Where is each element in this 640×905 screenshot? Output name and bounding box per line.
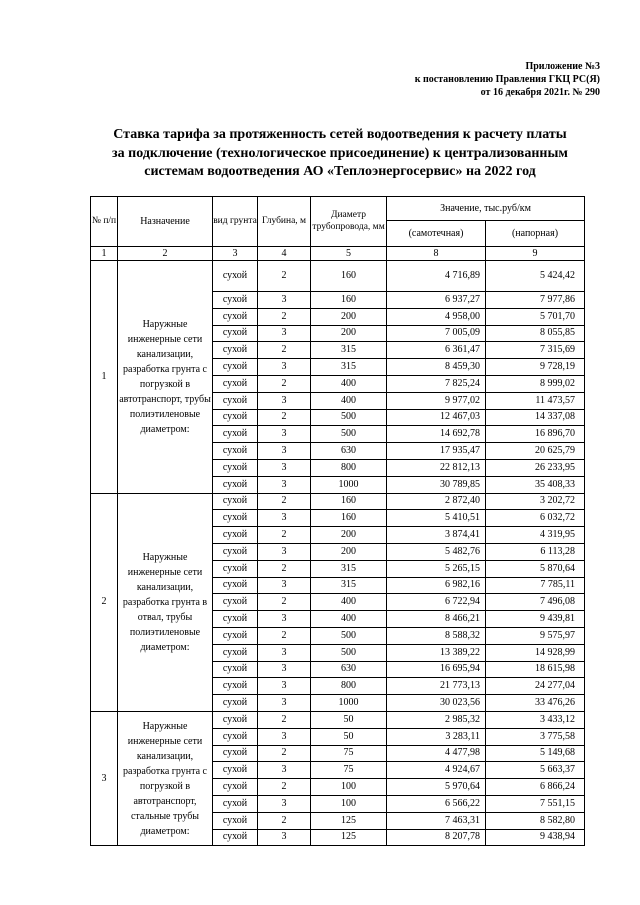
diameter-cell: 125 <box>311 829 387 846</box>
gravity-value-cell: 4 477,98 <box>387 745 486 762</box>
group-number: 2 <box>91 493 118 711</box>
depth-cell: 2 <box>258 627 311 644</box>
header-soil: вид грунта <box>213 197 258 247</box>
diameter-cell: 400 <box>311 611 387 628</box>
group-number: 1 <box>91 261 118 494</box>
diameter-cell: 315 <box>311 342 387 359</box>
diameter-cell: 400 <box>311 594 387 611</box>
col-number: 9 <box>486 247 585 261</box>
diameter-cell: 500 <box>311 409 387 426</box>
diameter-cell: 400 <box>311 392 387 409</box>
soil-cell: сухой <box>213 812 258 829</box>
appendix-header <box>415 60 600 99</box>
gravity-value-cell: 9 977,02 <box>387 392 486 409</box>
pressure-value-cell: 18 615,98 <box>486 661 585 678</box>
gravity-value-cell: 16 695,94 <box>387 661 486 678</box>
diameter-cell: 500 <box>311 627 387 644</box>
pressure-value-cell: 5 149,68 <box>486 745 585 762</box>
diameter-cell: 315 <box>311 359 387 376</box>
soil-cell: сухой <box>213 829 258 846</box>
soil-cell: сухой <box>213 375 258 392</box>
pressure-value-cell: 7 785,11 <box>486 577 585 594</box>
pressure-value-cell: 9 575,97 <box>486 627 585 644</box>
pressure-value-cell: 7 977,86 <box>486 292 585 309</box>
soil-cell: сухой <box>213 543 258 560</box>
diameter-cell: 160 <box>311 292 387 309</box>
depth-cell: 3 <box>258 443 311 460</box>
diameter-cell: 50 <box>311 711 387 728</box>
col-number: 1 <box>91 247 118 261</box>
gravity-value-cell: 8 588,32 <box>387 627 486 644</box>
soil-cell: сухой <box>213 493 258 510</box>
depth-cell: 3 <box>258 577 311 594</box>
soil-cell: сухой <box>213 627 258 644</box>
pressure-value-cell: 24 277,04 <box>486 678 585 695</box>
gravity-value-cell: 21 773,13 <box>387 678 486 695</box>
table-row <box>91 711 585 728</box>
soil-cell: сухой <box>213 594 258 611</box>
diameter-cell: 160 <box>311 261 387 292</box>
gravity-value-cell: 5 482,76 <box>387 543 486 560</box>
pressure-value-cell: 3 433,12 <box>486 711 585 728</box>
diameter-cell: 630 <box>311 661 387 678</box>
depth-cell: 2 <box>258 812 311 829</box>
depth-cell: 2 <box>258 493 311 510</box>
pressure-value-cell: 16 896,70 <box>486 426 585 443</box>
depth-cell: 2 <box>258 308 311 325</box>
depth-cell: 2 <box>258 527 311 544</box>
depth-cell: 2 <box>258 261 311 292</box>
pressure-value-cell: 33 476,26 <box>486 695 585 712</box>
soil-cell: сухой <box>213 611 258 628</box>
header-num: № п/п <box>91 197 118 247</box>
table-row <box>91 493 585 510</box>
depth-cell: 3 <box>258 359 311 376</box>
gravity-value-cell: 7 825,24 <box>387 375 486 392</box>
soil-cell: сухой <box>213 745 258 762</box>
gravity-value-cell: 8 207,78 <box>387 829 486 846</box>
depth-cell: 3 <box>258 644 311 661</box>
pressure-value-cell: 5 424,42 <box>486 261 585 292</box>
gravity-value-cell: 2 985,32 <box>387 711 486 728</box>
soil-cell: сухой <box>213 711 258 728</box>
depth-cell: 3 <box>258 678 311 695</box>
soil-cell: сухой <box>213 779 258 796</box>
soil-cell: сухой <box>213 325 258 342</box>
depth-cell: 3 <box>258 728 311 745</box>
diameter-cell: 500 <box>311 644 387 661</box>
title-line-3: системам водоотведения АО «Теплоэнергосервис» на 2022 год <box>144 164 536 179</box>
pressure-value-cell: 9 439,81 <box>486 611 585 628</box>
pressure-value-cell: 5 870,64 <box>486 560 585 577</box>
diameter-cell: 800 <box>311 459 387 476</box>
soil-cell: сухой <box>213 443 258 460</box>
gravity-value-cell: 2 872,40 <box>387 493 486 510</box>
group-description: Наружные инженерные сети канализации, разработка грунта с погрузкой в автотранспорт, трубы полиэтиленовые диаметром: <box>118 261 213 494</box>
soil-cell: сухой <box>213 476 258 493</box>
depth-cell: 3 <box>258 459 311 476</box>
depth-cell: 2 <box>258 342 311 359</box>
document-title <box>40 126 640 182</box>
diameter-cell: 100 <box>311 779 387 796</box>
col-number: 5 <box>311 247 387 261</box>
gravity-value-cell: 30 789,85 <box>387 476 486 493</box>
pressure-value-cell: 14 928,99 <box>486 644 585 661</box>
soil-cell: сухой <box>213 510 258 527</box>
pressure-value-cell: 35 408,33 <box>486 476 585 493</box>
soil-cell: сухой <box>213 577 258 594</box>
group-description: Наружные инженерные сети канализации, разработка грунта с погрузкой в автотранспорт, стальные трубы диаметром: <box>118 711 213 845</box>
gravity-value-cell: 3 874,41 <box>387 527 486 544</box>
gravity-value-cell: 22 812,13 <box>387 459 486 476</box>
depth-cell: 3 <box>258 325 311 342</box>
soil-cell: сухой <box>213 527 258 544</box>
soil-cell: сухой <box>213 678 258 695</box>
appendix-line-2: к постановлению Правления ГКЦ РС(Я) <box>414 74 600 85</box>
depth-cell: 2 <box>258 594 311 611</box>
soil-cell: сухой <box>213 459 258 476</box>
title-line-1: Ставка тарифа за протяженность сетей водоотведения к расчету платы <box>113 127 567 142</box>
depth-cell: 3 <box>258 426 311 443</box>
appendix-line-3: от 16 декабря 2021г. № 290 <box>480 87 600 98</box>
depth-cell: 3 <box>258 695 311 712</box>
soil-cell: сухой <box>213 261 258 292</box>
pressure-value-cell: 7 496,08 <box>486 594 585 611</box>
diameter-cell: 1000 <box>311 695 387 712</box>
depth-cell: 3 <box>258 392 311 409</box>
gravity-value-cell: 14 692,78 <box>387 426 486 443</box>
header-value: Значение, тыс.руб/км <box>387 197 585 221</box>
header-diameter: Диаметр трубопровода, мм <box>311 197 387 247</box>
pressure-value-cell: 8 055,85 <box>486 325 585 342</box>
header-pressure: (напорная) <box>486 221 585 247</box>
gravity-value-cell: 8 466,21 <box>387 611 486 628</box>
soil-cell: сухой <box>213 392 258 409</box>
diameter-cell: 400 <box>311 375 387 392</box>
depth-cell: 3 <box>258 829 311 846</box>
col-number: 3 <box>213 247 258 261</box>
col-number: 2 <box>118 247 213 261</box>
gravity-value-cell: 7 005,09 <box>387 325 486 342</box>
diameter-cell: 75 <box>311 762 387 779</box>
depth-cell: 3 <box>258 543 311 560</box>
gravity-value-cell: 12 467,03 <box>387 409 486 426</box>
diameter-cell: 630 <box>311 443 387 460</box>
header-gravity: (самотечная) <box>387 221 486 247</box>
soil-cell: сухой <box>213 409 258 426</box>
diameter-cell: 1000 <box>311 476 387 493</box>
gravity-value-cell: 5 970,64 <box>387 779 486 796</box>
gravity-value-cell: 5 410,51 <box>387 510 486 527</box>
depth-cell: 3 <box>258 661 311 678</box>
gravity-value-cell: 4 924,67 <box>387 762 486 779</box>
gravity-value-cell: 4 958,00 <box>387 308 486 325</box>
gravity-value-cell: 30 023,56 <box>387 695 486 712</box>
diameter-cell: 200 <box>311 543 387 560</box>
soil-cell: сухой <box>213 560 258 577</box>
col-number: 8 <box>387 247 486 261</box>
gravity-value-cell: 8 459,30 <box>387 359 486 376</box>
diameter-cell: 100 <box>311 795 387 812</box>
soil-cell: сухой <box>213 426 258 443</box>
gravity-value-cell: 6 982,16 <box>387 577 486 594</box>
gravity-value-cell: 6 722,94 <box>387 594 486 611</box>
depth-cell: 2 <box>258 560 311 577</box>
pressure-value-cell: 6 866,24 <box>486 779 585 796</box>
pressure-value-cell: 5 701,70 <box>486 308 585 325</box>
pressure-value-cell: 8 999,02 <box>486 375 585 392</box>
depth-cell: 3 <box>258 476 311 493</box>
gravity-value-cell: 13 389,22 <box>387 644 486 661</box>
pressure-value-cell: 4 319,95 <box>486 527 585 544</box>
depth-cell: 3 <box>258 762 311 779</box>
group-number: 3 <box>91 711 118 845</box>
gravity-value-cell: 6 937,27 <box>387 292 486 309</box>
appendix-line-1: Приложение №3 <box>525 61 600 72</box>
diameter-cell: 800 <box>311 678 387 695</box>
pressure-value-cell: 14 337,08 <box>486 409 585 426</box>
tariff-table <box>90 196 585 846</box>
depth-cell: 2 <box>258 779 311 796</box>
diameter-cell: 200 <box>311 325 387 342</box>
pressure-value-cell: 7 315,69 <box>486 342 585 359</box>
depth-cell: 2 <box>258 711 311 728</box>
soil-cell: сухой <box>213 661 258 678</box>
diameter-cell: 315 <box>311 560 387 577</box>
pressure-value-cell: 7 551,15 <box>486 795 585 812</box>
pressure-value-cell: 6 032,72 <box>486 510 585 527</box>
pressure-value-cell: 5 663,37 <box>486 762 585 779</box>
depth-cell: 2 <box>258 409 311 426</box>
title-line-2: за подключение (технологическое присоединение) к централизованным <box>112 145 568 161</box>
diameter-cell: 160 <box>311 510 387 527</box>
depth-cell: 3 <box>258 611 311 628</box>
soil-cell: сухой <box>213 762 258 779</box>
gravity-value-cell: 6 566,22 <box>387 795 486 812</box>
depth-cell: 3 <box>258 292 311 309</box>
table-row <box>91 261 585 292</box>
soil-cell: сухой <box>213 292 258 309</box>
pressure-value-cell: 3 202,72 <box>486 493 585 510</box>
depth-cell: 3 <box>258 795 311 812</box>
diameter-cell: 50 <box>311 728 387 745</box>
soil-cell: сухой <box>213 359 258 376</box>
diameter-cell: 160 <box>311 493 387 510</box>
soil-cell: сухой <box>213 342 258 359</box>
soil-cell: сухой <box>213 695 258 712</box>
depth-cell: 2 <box>258 745 311 762</box>
soil-cell: сухой <box>213 795 258 812</box>
diameter-cell: 500 <box>311 426 387 443</box>
gravity-value-cell: 5 265,15 <box>387 560 486 577</box>
diameter-cell: 125 <box>311 812 387 829</box>
pressure-value-cell: 3 775,58 <box>486 728 585 745</box>
diameter-cell: 200 <box>311 308 387 325</box>
gravity-value-cell: 17 935,47 <box>387 443 486 460</box>
pressure-value-cell: 11 473,57 <box>486 392 585 409</box>
pressure-value-cell: 20 625,79 <box>486 443 585 460</box>
pressure-value-cell: 6 113,28 <box>486 543 585 560</box>
header-depth: Глубина, м <box>258 197 311 247</box>
gravity-value-cell: 6 361,47 <box>387 342 486 359</box>
soil-cell: сухой <box>213 728 258 745</box>
pressure-value-cell: 8 582,80 <box>486 812 585 829</box>
pressure-value-cell: 9 728,19 <box>486 359 585 376</box>
gravity-value-cell: 7 463,31 <box>387 812 486 829</box>
group-description: Наружные инженерные сети канализации, разработка грунта в отвал, трубы полиэтиленовые диаметром: <box>118 493 213 711</box>
depth-cell: 3 <box>258 510 311 527</box>
gravity-value-cell: 3 283,11 <box>387 728 486 745</box>
soil-cell: сухой <box>213 308 258 325</box>
depth-cell: 2 <box>258 375 311 392</box>
diameter-cell: 200 <box>311 527 387 544</box>
soil-cell: сухой <box>213 644 258 661</box>
pressure-value-cell: 9 438,94 <box>486 829 585 846</box>
header-purpose: Назначение <box>118 197 213 247</box>
col-number: 4 <box>258 247 311 261</box>
diameter-cell: 315 <box>311 577 387 594</box>
gravity-value-cell: 4 716,89 <box>387 261 486 292</box>
pressure-value-cell: 26 233,95 <box>486 459 585 476</box>
diameter-cell: 75 <box>311 745 387 762</box>
